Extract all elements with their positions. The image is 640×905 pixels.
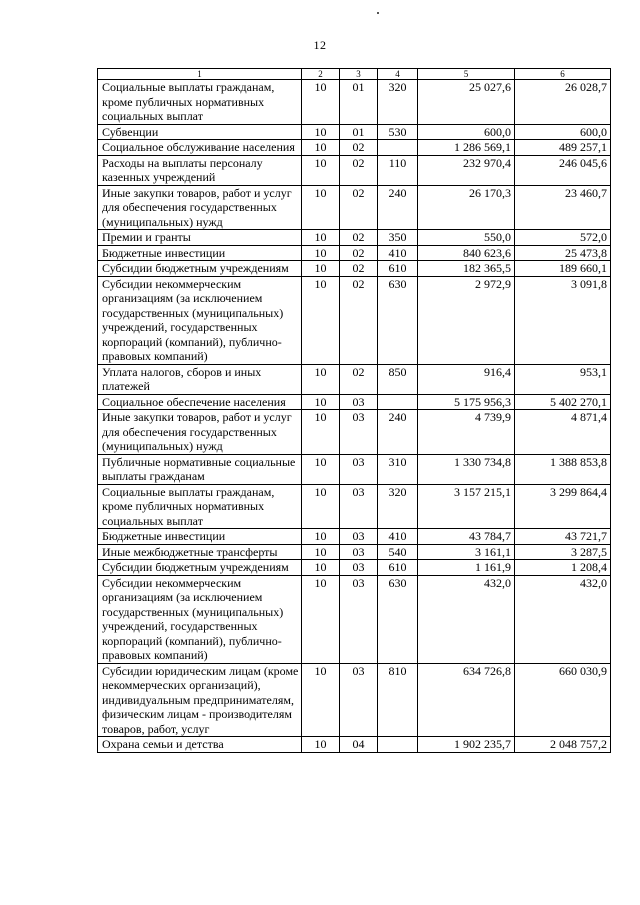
subsection-cell: 02 [340, 364, 378, 394]
section-cell: 10 [302, 737, 340, 753]
section-cell: 10 [302, 245, 340, 261]
section-cell: 10 [302, 560, 340, 576]
amount-year1-cell: 3 161,1 [418, 544, 515, 560]
header-cell: 2 [302, 69, 340, 80]
amount-year1-cell: 3 157 215,1 [418, 484, 515, 529]
table-header-row [98, 69, 611, 80]
amount-year1-cell: 43 784,7 [418, 529, 515, 545]
expense-type-cell: 320 [378, 484, 418, 529]
subsection-cell: 04 [340, 737, 378, 753]
table-row [98, 529, 611, 545]
expense-type-cell: 240 [378, 185, 418, 230]
table-row [98, 230, 611, 246]
row-name-cell: Бюджетные инвестиции [98, 245, 302, 261]
row-name-cell: Бюджетные инвестиции [98, 529, 302, 545]
scan-dot [377, 12, 379, 14]
amount-year2-cell: 600,0 [515, 124, 611, 140]
subsection-cell: 02 [340, 276, 378, 364]
row-name-cell: Субсидии юридическим лицам (кроме некоммерческих организаций), индивидуальным предпринимателям, физическим лицам - производителям товаров, работ, услуг [98, 663, 302, 737]
expense-type-cell: 610 [378, 261, 418, 277]
table-row [98, 394, 611, 410]
section-cell: 10 [302, 155, 340, 185]
amount-year1-cell: 5 175 956,3 [418, 394, 515, 410]
subsection-cell: 02 [340, 185, 378, 230]
row-name-cell: Уплата налогов, сборов и иных платежей [98, 364, 302, 394]
page-number: 12 [313, 38, 327, 52]
section-cell: 10 [302, 140, 340, 156]
table-row [98, 185, 611, 230]
subsection-cell: 02 [340, 155, 378, 185]
amount-year1-cell: 1 161,9 [418, 560, 515, 576]
section-cell: 10 [302, 261, 340, 277]
header-cell: 3 [340, 69, 378, 80]
amount-year1-cell: 26 170,3 [418, 185, 515, 230]
row-name-cell: Субсидии бюджетным учреждениям [98, 261, 302, 277]
amount-year1-cell: 4 739,9 [418, 410, 515, 455]
amount-year2-cell: 1 208,4 [515, 560, 611, 576]
amount-year2-cell: 43 721,7 [515, 529, 611, 545]
row-name-cell: Охрана семьи и детства [98, 737, 302, 753]
section-cell: 10 [302, 185, 340, 230]
section-cell: 10 [302, 276, 340, 364]
amount-year1-cell: 916,4 [418, 364, 515, 394]
table-row [98, 261, 611, 277]
expense-type-cell: 530 [378, 124, 418, 140]
expense-type-cell: 110 [378, 155, 418, 185]
expense-type-cell [378, 394, 418, 410]
section-cell: 10 [302, 663, 340, 737]
amount-year2-cell: 3 287,5 [515, 544, 611, 560]
row-name-cell: Социальное обслуживание населения [98, 140, 302, 156]
amount-year2-cell: 3 091,8 [515, 276, 611, 364]
subsection-cell: 03 [340, 529, 378, 545]
subsection-cell: 03 [340, 560, 378, 576]
expense-type-cell: 410 [378, 245, 418, 261]
header-cell: 6 [515, 69, 611, 80]
row-name-cell: Социальные выплаты гражданам, кроме публичных нормативных социальных выплат [98, 484, 302, 529]
subsection-cell: 03 [340, 454, 378, 484]
expense-type-cell: 610 [378, 560, 418, 576]
section-cell: 10 [302, 484, 340, 529]
expense-type-cell: 240 [378, 410, 418, 455]
expense-type-cell [378, 737, 418, 753]
amount-year1-cell: 634 726,8 [418, 663, 515, 737]
table-row [98, 140, 611, 156]
subsection-cell: 02 [340, 230, 378, 246]
amount-year2-cell: 1 388 853,8 [515, 454, 611, 484]
header-cell: 4 [378, 69, 418, 80]
expense-type-cell: 540 [378, 544, 418, 560]
expense-type-cell: 810 [378, 663, 418, 737]
section-cell: 10 [302, 364, 340, 394]
amount-year2-cell: 26 028,7 [515, 80, 611, 125]
table-row [98, 544, 611, 560]
subsection-cell: 03 [340, 544, 378, 560]
row-name-cell: Субвенции [98, 124, 302, 140]
section-cell: 10 [302, 394, 340, 410]
header-cell: 5 [418, 69, 515, 80]
table-row [98, 245, 611, 261]
subsection-cell: 03 [340, 484, 378, 529]
amount-year2-cell: 3 299 864,4 [515, 484, 611, 529]
subsection-cell: 03 [340, 410, 378, 455]
expense-type-cell [378, 140, 418, 156]
row-name-cell: Субсидии некоммерческим организациям (за исключением государственных (муниципальных) учреждений, государственных корпораций (компаний), публично-правовых компаний) [98, 276, 302, 364]
section-cell: 10 [302, 544, 340, 560]
section-cell: 10 [302, 410, 340, 455]
table-row [98, 80, 611, 125]
row-name-cell: Иные закупки товаров, работ и услуг для обеспечения государственных (муниципальных) нужд [98, 185, 302, 230]
amount-year2-cell: 432,0 [515, 575, 611, 663]
row-name-cell: Субсидии некоммерческим организациям (за исключением государственных (муниципальных) учреждений, государственных корпораций (компаний), публично-правовых компаний) [98, 575, 302, 663]
section-cell: 10 [302, 80, 340, 125]
amount-year1-cell: 1 902 235,7 [418, 737, 515, 753]
row-name-cell: Иные межбюджетные трансферты [98, 544, 302, 560]
subsection-cell: 03 [340, 663, 378, 737]
amount-year1-cell: 182 365,5 [418, 261, 515, 277]
table-row [98, 575, 611, 663]
section-cell: 10 [302, 124, 340, 140]
amount-year2-cell: 660 030,9 [515, 663, 611, 737]
amount-year1-cell: 1 330 734,8 [418, 454, 515, 484]
table-row [98, 484, 611, 529]
expense-type-cell: 630 [378, 575, 418, 663]
expense-type-cell: 350 [378, 230, 418, 246]
amount-year2-cell: 25 473,8 [515, 245, 611, 261]
amount-year2-cell: 23 460,7 [515, 185, 611, 230]
amount-year2-cell: 4 871,4 [515, 410, 611, 455]
row-name-cell: Субсидии бюджетным учреждениям [98, 560, 302, 576]
row-name-cell: Расходы на выплаты персоналу казенных учреждений [98, 155, 302, 185]
subsection-cell: 01 [340, 80, 378, 125]
subsection-cell: 02 [340, 140, 378, 156]
amount-year2-cell: 246 045,6 [515, 155, 611, 185]
section-cell: 10 [302, 575, 340, 663]
expense-type-cell: 310 [378, 454, 418, 484]
table-row [98, 124, 611, 140]
expense-type-cell: 410 [378, 529, 418, 545]
amount-year1-cell: 2 972,9 [418, 276, 515, 364]
amount-year1-cell: 25 027,6 [418, 80, 515, 125]
section-cell: 10 [302, 529, 340, 545]
table-row [98, 663, 611, 737]
amount-year2-cell: 572,0 [515, 230, 611, 246]
expense-type-cell: 630 [378, 276, 418, 364]
table-row [98, 276, 611, 364]
amount-year2-cell: 489 257,1 [515, 140, 611, 156]
subsection-cell: 03 [340, 575, 378, 663]
expense-type-cell: 320 [378, 80, 418, 125]
table-row [98, 155, 611, 185]
subsection-cell: 03 [340, 394, 378, 410]
table-row [98, 737, 611, 753]
amount-year2-cell: 2 048 757,2 [515, 737, 611, 753]
table-row [98, 364, 611, 394]
amount-year2-cell: 5 402 270,1 [515, 394, 611, 410]
section-cell: 10 [302, 230, 340, 246]
subsection-cell: 02 [340, 245, 378, 261]
table-row [98, 454, 611, 484]
amount-year2-cell: 189 660,1 [515, 261, 611, 277]
amount-year1-cell: 550,0 [418, 230, 515, 246]
amount-year1-cell: 232 970,4 [418, 155, 515, 185]
amount-year1-cell: 1 286 569,1 [418, 140, 515, 156]
header-cell: 1 [98, 69, 302, 80]
row-name-cell: Социальное обеспечение населения [98, 394, 302, 410]
row-name-cell: Премии и гранты [98, 230, 302, 246]
subsection-cell: 01 [340, 124, 378, 140]
row-name-cell: Социальные выплаты гражданам, кроме публичных нормативных социальных выплат [98, 80, 302, 125]
table-row [98, 560, 611, 576]
expense-type-cell: 850 [378, 364, 418, 394]
amount-year1-cell: 840 623,6 [418, 245, 515, 261]
table-row [98, 410, 611, 455]
amount-year1-cell: 432,0 [418, 575, 515, 663]
budget-table [97, 68, 611, 753]
amount-year1-cell: 600,0 [418, 124, 515, 140]
row-name-cell: Иные закупки товаров, работ и услуг для обеспечения государственных (муниципальных) нужд [98, 410, 302, 455]
amount-year2-cell: 953,1 [515, 364, 611, 394]
row-name-cell: Публичные нормативные социальные выплаты гражданам [98, 454, 302, 484]
subsection-cell: 02 [340, 261, 378, 277]
section-cell: 10 [302, 454, 340, 484]
